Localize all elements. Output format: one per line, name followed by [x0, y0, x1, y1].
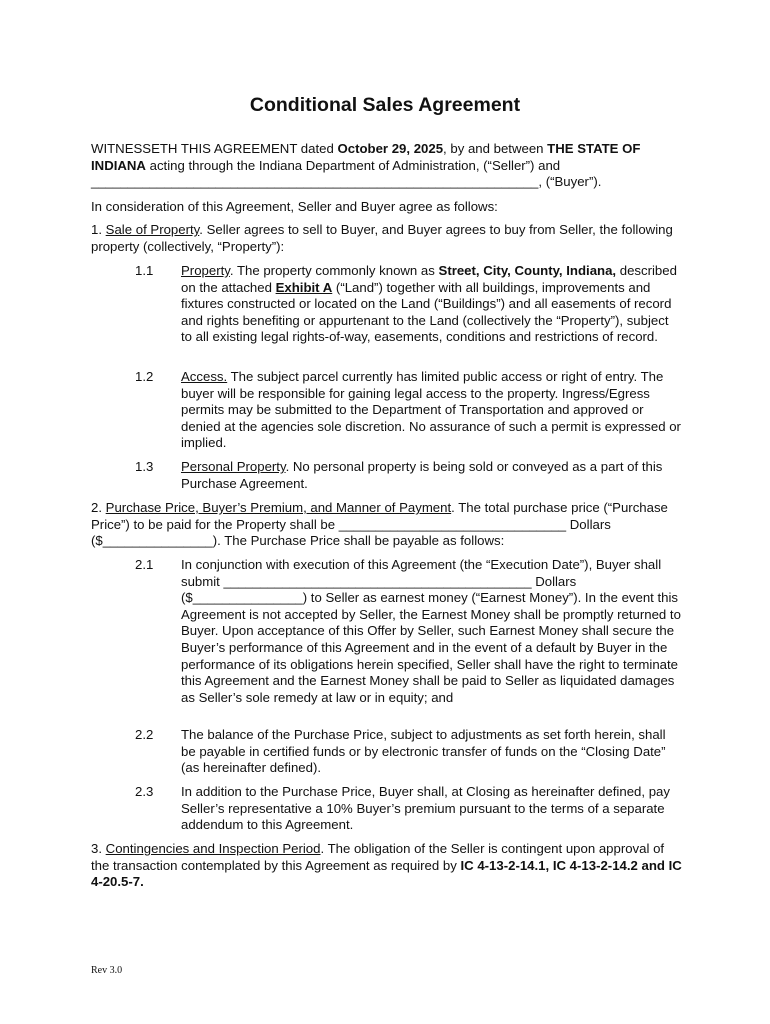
section-2-1-number: 2.1 — [135, 557, 154, 572]
section-2-1-text: In conjunction with execution of this Agreement (the “Execution Date”), Buyer shall submit __________________________________________ Dollars ($_______________) to Seller as earnest money (“Earnest Money”). In the event this Agreement is not accepted by Seller, the Earnest Money shall be promptly returned to Buyer. Upon acceptance of this Offer by Seller, such Earnest Money shall secure the Buyer’s performance of this Agreement and in the event of a default by Buyer in the performance of its obligations herein specified, Seller shall have the right to terminate this Agreement and the Earnest Money shall be paid to Seller as liquidated damages as Seller’s sole remedy at law or in equity; and — [181, 557, 681, 705]
intro-text-1: WITNESSETH THIS AGREEMENT dated — [91, 141, 338, 156]
buyer-blank-line: _____________________________________________________________, (“Buyer”). — [91, 174, 602, 190]
intro-text-3: acting through the Indiana Department of Administration, (“Seller”) and — [145, 157, 561, 173]
section-1-1-text-3: (“Land”) together with all buildings, improvements and fixtures constructed or located on the Land (“Buildings”) and all easements of record and rights benefiting or appurtenant to the Land (collectively the “Property”), subject to all existing legal rights-of-way, easements, conditions and restrictions of record. — [181, 279, 672, 345]
property-address: Street, City, County, Indiana, — [438, 263, 617, 278]
section-1-number: 1. — [91, 222, 106, 237]
section-2-2-text: The balance of the Purchase Price, subject to adjustments as set forth herein, shall be payable in certified funds or by electronic transfer of funds on the “Closing Date” (as hereinafter defined). — [181, 727, 666, 776]
seller-party: THE STATE OF INDIANA — [91, 141, 641, 173]
section-1-1-heading: Property — [181, 263, 230, 278]
section-1-2-number: 1.2 — [135, 369, 154, 384]
section-1-3-heading: Personal Property — [181, 459, 286, 474]
section-1-2-text: The subject parcel currently has limited public access or right of entry. The buyer will be responsible for gaining legal access to the property. Ingress/Egress permits may be submitted to the Department of Transportation and approved or denied at the agencies sole discretion. No assurance of such a permit is expressed or implied. — [181, 369, 681, 451]
section-1-1-number: 1.1 — [135, 263, 154, 278]
intro-text-2: , by and between — [443, 141, 548, 156]
intro-paragraph — [91, 141, 683, 191]
section-1-2-heading: Access. — [181, 369, 228, 384]
section-3-text: . The obligation of the Seller is contingent upon approval of the transaction contemplated by this Agreement as required by — [91, 841, 665, 873]
section-1-1-text-1: . The property commonly known as — [229, 263, 439, 278]
section-3-number: 3. — [91, 841, 106, 856]
section-2-number: 2. — [91, 500, 106, 515]
section-1 — [91, 222, 683, 255]
section-1-3-text: . No personal property is being sold or conveyed as a part of this Purchase Agreement. — [181, 459, 663, 491]
section-1-3-number: 1.3 — [135, 459, 154, 474]
document-title: Conditional Sales Agreement — [249, 94, 521, 116]
statute-citations: IC 4-13-2-14.1, IC 4-13-2-14.2 and IC 4-20.5-7. — [91, 857, 682, 890]
section-1-1-text-2: described on the attached — [181, 263, 677, 295]
agreement-date: October 29, 2025 — [337, 141, 444, 156]
section-2-3-text: In addition to the Purchase Price, Buyer shall, at Closing as hereinafter defined, pay Seller’s representative a 10% Buyer’s premium pursuant to the terms of a separate addendum to this Agreement. — [181, 784, 670, 833]
section-3 — [91, 841, 683, 891]
section-2 — [91, 500, 683, 550]
section-1-text: . Seller agrees to sell to Buyer, and Buyer agrees to buy from Seller, the following property (collectively, “Property”): — [91, 222, 673, 254]
section-2-text: . The total purchase price (“Purchase Price”) to be paid for the Property shall be _______________________________ Dollars ($_______________). The Purchase Price shall be payable as follows: — [91, 500, 668, 549]
consideration-text: In consideration of this Agreement, Seller and Buyer agree as follows: — [91, 199, 498, 214]
section-2-heading: Purchase Price, Buyer’s Premium, and Manner of Payment — [105, 500, 452, 515]
section-3-heading: Contingencies and Inspection Period — [105, 841, 321, 856]
section-2-3-number: 2.3 — [135, 784, 154, 799]
revision-footer: Rev 3.0 — [91, 965, 123, 976]
consideration-paragraph — [91, 199, 683, 216]
section-2-2-number: 2.2 — [135, 727, 154, 742]
exhibit-a-reference: Exhibit A — [275, 279, 333, 295]
section-1-heading: Sale of Property — [105, 222, 200, 237]
